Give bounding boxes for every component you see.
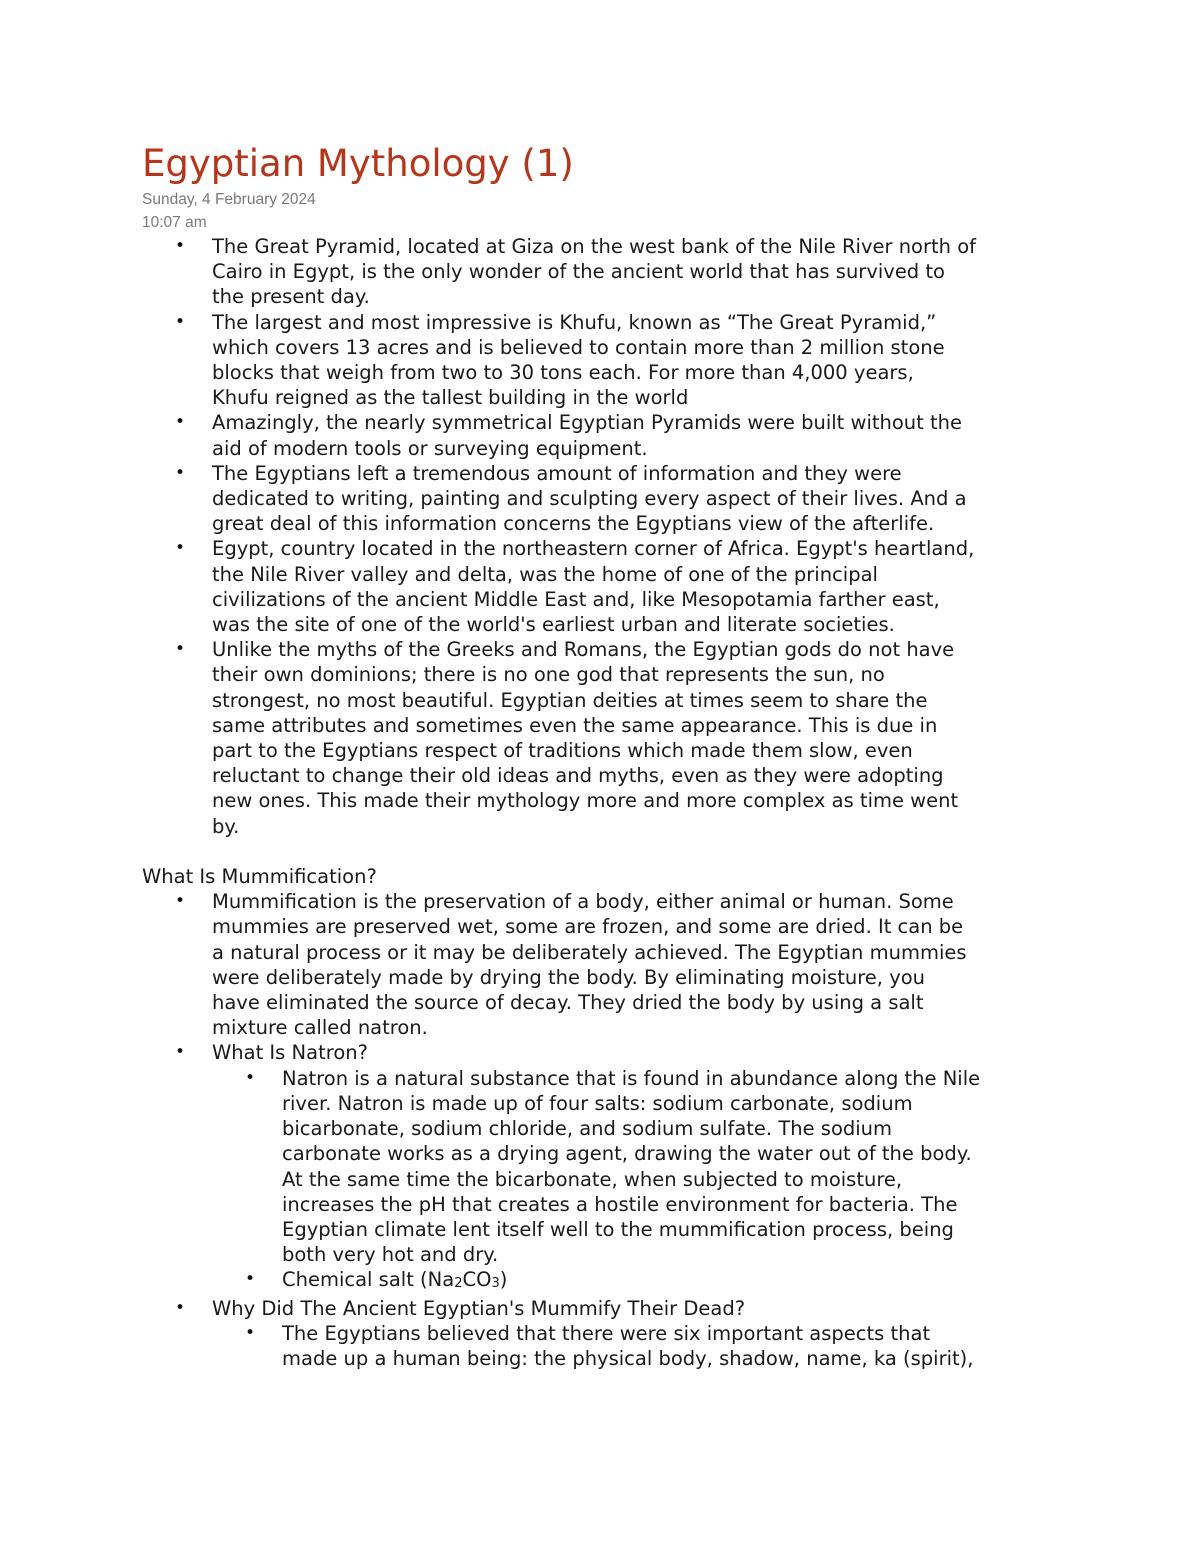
bullet-line: The Egyptians left a tremendous amount of information and they were <box>212 461 902 485</box>
bullet-line: mixture called natron. <box>212 1016 428 1040</box>
bullet-line: have eliminated the source of decay. They dried the body by using a salt <box>212 991 924 1015</box>
bullet-line: bicarbonate, sodium chloride, and sodium sulfate. The sodium <box>282 1117 893 1141</box>
bullet-line: Egyptian climate lent itself well to the mummification process, being <box>282 1217 954 1241</box>
bullet-line: the Nile River valley and delta, was the home of one of the principal <box>212 562 878 586</box>
bullet-line: What Is Natron? <box>212 1041 368 1065</box>
bullet-line: carbonate works as a drying agent, drawing the water out of the body. <box>282 1142 972 1166</box>
sub-bullet-six-aspects <box>212 1321 1072 1371</box>
bullet-line: dedicated to writing, painting and sculpting every aspect of their lives. And a <box>212 487 967 511</box>
bullet-dot-icon: • <box>174 1297 186 1318</box>
bullet-line: The Great Pyramid, located at Giza on the west bank of the Nile River north of <box>212 235 977 258</box>
bullet-dot-icon: • <box>174 538 186 559</box>
bullet-mummification-definition <box>142 889 1072 1040</box>
bullet-line: reluctant to change their old ideas and myths, even as they were adopting <box>212 764 944 788</box>
mummification-bullet-list <box>142 889 1072 1371</box>
bullet-dot-icon: • <box>174 311 186 332</box>
intro-bullet-list <box>142 234 1072 839</box>
note-body <box>142 234 1072 1371</box>
bullet-khufu <box>142 310 1072 411</box>
bullet-line: part to the Egyptians respect of traditions which made them slow, even <box>212 739 913 763</box>
bullet-line: Unlike the myths of the Greeks and Romans, the Egyptian gods do not have <box>212 638 955 662</box>
bullet-line: aid of modern tools or surveying equipment. <box>212 436 648 460</box>
sub-bullet-chemical-salt <box>212 1267 1072 1295</box>
bullet-line: new ones. This made their mythology more and more complex as time went <box>212 789 959 813</box>
bullet-dot-icon: • <box>174 639 186 660</box>
bullet-line: The largest and most impressive is Khufu, known as “The Great Pyramid,” <box>212 310 937 334</box>
bullet-symmetrical-pyramids <box>142 410 1072 460</box>
sub-bullet-natron-description <box>212 1066 1072 1268</box>
bullet-egyptian-records <box>142 461 1072 537</box>
bullet-dot-icon: • <box>174 236 186 256</box>
bullet-dot-icon: • <box>244 1269 256 1290</box>
bullet-line: same attributes and sometimes even the same appearance. This is due in <box>212 713 938 737</box>
bullet-line: At the same time the bicarbonate, when subjected to moisture, <box>282 1167 903 1191</box>
why-sub-list <box>212 1321 1072 1371</box>
bullet-line: increases the pH that creates a hostile environment for bacteria. The <box>282 1192 958 1216</box>
section-heading-mummification: What Is Mummification? <box>142 865 377 889</box>
natron-sub-list <box>212 1066 1072 1296</box>
bullet-line: The Egyptians believed that there were six important aspects that <box>282 1321 931 1345</box>
page-date: Sunday, 4 February 2024 <box>142 191 316 208</box>
bullet-line: river. Natron is made up of four salts: sodium carbonate, sodium <box>282 1091 913 1115</box>
bullet-line: a natural process or it may be deliberately achieved. The Egyptian mummies <box>212 940 967 964</box>
formula-subscript-2: 2 <box>454 1276 463 1292</box>
bullet-line: which covers 13 acres and is believed to contain more than 2 million stone <box>212 335 945 359</box>
bullet-dot-icon: • <box>244 1322 256 1343</box>
bullet-line: Natron is a natural substance that is found in abundance along the Nile <box>282 1066 981 1090</box>
bullet-dot-icon: • <box>174 412 186 433</box>
bullet-line: Mummification is the preservation of a body, either animal or human. Some <box>212 890 954 914</box>
bullet-egyptian-gods <box>142 637 1072 839</box>
formula-subscript-3: 3 <box>491 1276 500 1292</box>
formula-prefix: Chemical salt (Na <box>282 1268 455 1292</box>
bullet-line: was the site of one of the world's earliest urban and literate societies. <box>212 613 895 637</box>
bullet-dot-icon: • <box>174 462 186 483</box>
bullet-line: mummies are preserved wet, some are frozen, and some are dried. It can be <box>212 915 964 939</box>
bullet-line: made up a human being: the physical body, shadow, name, ka (spirit), <box>282 1346 974 1370</box>
bullet-why-mummify <box>142 1296 1072 1372</box>
bullet-line: their own dominions; there is no one god that represents the sun, no <box>212 663 885 687</box>
bullet-line: civilizations of the ancient Middle East and, like Mesopotamia farther east, <box>212 587 940 611</box>
formula-suffix: ) <box>499 1268 508 1292</box>
bullet-dot-icon: • <box>174 891 186 912</box>
chemical-formula-line <box>282 1267 1072 1295</box>
bullet-line: Egypt, country located in the northeastern corner of Africa. Egypt's heartland, <box>212 537 975 561</box>
bullet-line: both very hot and dry. <box>282 1243 499 1267</box>
bullet-what-is-natron <box>142 1040 1072 1295</box>
bullet-dot-icon: • <box>244 1067 256 1088</box>
bullet-line: by. <box>212 814 240 838</box>
bullet-line: Khufu reigned as the tallest building in the world <box>212 386 689 410</box>
blank-line <box>142 839 1072 864</box>
bullet-line: great deal of this information concerns the Egyptians view of the afterlife. <box>212 512 935 536</box>
bullet-dot-icon: • <box>174 1042 186 1063</box>
bullet-line: Why Did The Ancient Egyptian's Mummify Their Dead? <box>212 1296 746 1320</box>
bullet-line: Amazingly, the nearly symmetrical Egyptian Pyramids were built without the <box>212 411 963 435</box>
bullet-line: the present day. <box>212 285 370 309</box>
bullet-line: strongest, no most beautiful. Egyptian deities at times seem to share the <box>212 688 928 712</box>
page-title: Egyptian Mythology (1) <box>142 142 574 185</box>
formula-middle: CO <box>462 1268 492 1292</box>
bullet-line: were deliberately made by drying the body. By eliminating moisture, you <box>212 965 926 989</box>
bullet-egypt-country <box>142 536 1072 637</box>
bullet-line: Cairo in Egypt, is the only wonder of the ancient world that has survived to <box>212 260 945 284</box>
bullet-line: blocks that weigh from two to 30 tons each. For more than 4,000 years, <box>212 361 914 385</box>
bullet-great-pyramid <box>142 234 1072 310</box>
page-time: 10:07 am <box>142 214 207 231</box>
